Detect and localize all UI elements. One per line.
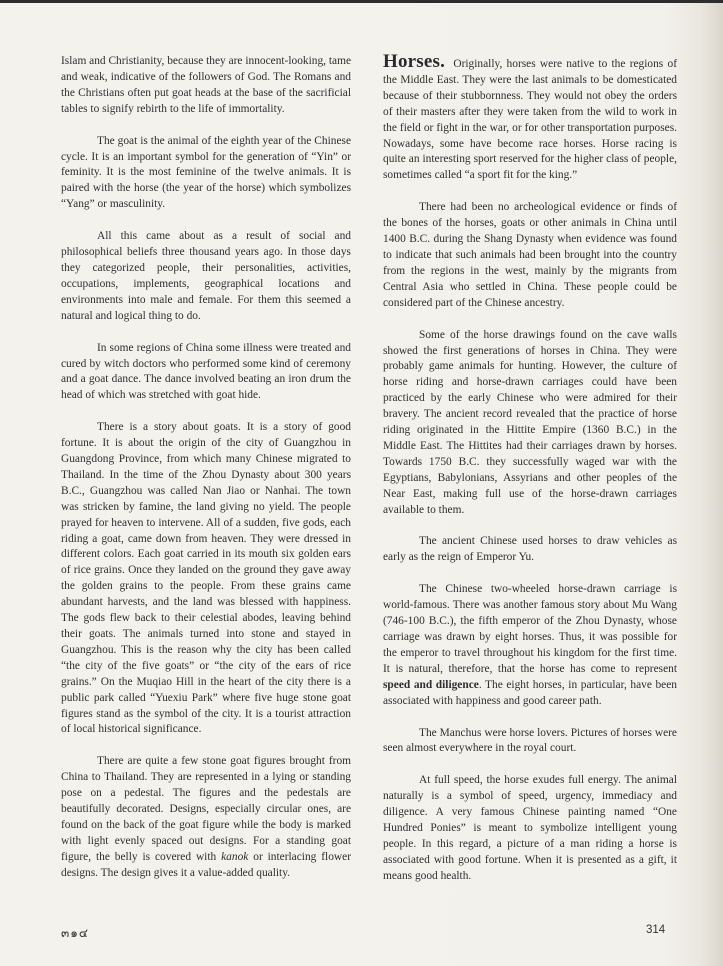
left-paragraph-3: All this came about as a result of social and philosophical beliefs three thousand years ago. In those days they categorized people, their personalities, activities, occupations, implements, geographical locations and environments into male and female. For them this seemed a natural and logical thing to do.	[61, 230, 351, 322]
section-heading-horses: Horses.	[383, 51, 446, 72]
right-paragraph-3: Some of the horse drawings found on the cave walls showed the first generations of horses in China. They were probably game animals for hunting. However, the culture of horse riding and horse-drawn carriages could have been practiced by the early Chinese who were admired for their bravery. The ancient record revealed that the practice of horse riding originated in the Hittite Empire (1360 B.C.) in the Middle East. The Hittites had their carriages drawn by horses. Towards 1750 B.C. they successfully waged war with the Egyptians, Babylonians, Assyrians and other peoples of the Near East, making full use of the horse-drawn carriages available to them.	[383, 328, 677, 516]
right-paragraph-4: The ancient Chinese used horses to draw vehicles as early as the reign of Emperor Yu.	[383, 535, 677, 564]
right-paragraph-5-text-b: . The eight horses, in particular, have been associated with happiness and good career path.	[383, 678, 677, 707]
left-paragraph-4: In some regions of China some illness were treated and cured by witch doctors who performed some kind of ceremony and a goat dance. The dance involved beating an iron drum the head of which was stretched with goat hide.	[61, 341, 351, 402]
left-column	[61, 54, 351, 898]
left-paragraph-5: There is a story about goats. It is a story of good fortune. It is about the origin of the city of Guangzhou in Guangdong Province, from which many Chinese migrated to Thailand. In the time of the Zhou Dynasty about 300 years B.C., Guangzhou was called Nan Jiao or Nanhai. The town was stricken by famine, the land giving no yield. The people prayed for heaven to intervene. All of a sudden, five gods, each riding a goat, came down from heaven. They were dressed in different colors. Each goat carried in its mouth six golden ears of rice grains. Once they landed on the ground they gave away the golden grains to the people. From these grains came abundant harvests, and the land was blessed with happiness. The gods flew back to their celestial abodes, leaving behind their goats. The animals turned into stone and stayed in Guangzhou. This is the reason why the city has been called “the city of the five goats” or “the city of the ears of rice grains.” On the Muqiao Hill in the heart of the city there is a public park called “Yuexiu Park” where five huge stone goat figures stand as the symbol of the city. It is a tourist attraction of local historical significance.	[61, 421, 351, 736]
left-paragraph-6-text-b: or interlacing flower designs. The design gives it a value-added quality.	[61, 850, 351, 879]
page-number: 314	[646, 924, 666, 936]
right-paragraph-2: There had been no archeological evidence or finds of the bones of the horses, goats or other animals in China until 1400 B.C. during the Shang Dynasty when evidence was found to indicate that such animals had been brought into the country from the regions in the west, mainly by the migrants from Central Asia who settled in China. These people could be considered part of the Chinese ancestry.	[383, 201, 677, 309]
thai-page-number: ๓๑๔	[61, 926, 89, 940]
right-paragraph-1-text: Originally, horses were native to the regions of the Middle East. They were the last animals to be domesticated because of their stubbornness. They would not obey the orders of their masters after they were taken from the wild to work in the field or fight in the war, or for other transportation purposes. Nowadays, some have become race horses. Horse racing is quite an interesting sport reserved for the higher class of people, sometimes called “a sport fit for the king.”	[383, 58, 677, 182]
page-top-edge	[0, 0, 723, 3]
left-paragraph-2: The goat is the animal of the eighth year of the Chinese cycle. It is an important symbol for the generation of “Yin” or feminity. It is the most feminine of the twelve animals. It is paired with the horse (the year of the horse) which symbolizes “Yang” or masculinity.	[61, 134, 351, 211]
left-paragraph-1: Islam and Christianity, because they are innocent-looking, tame and weak, indicative of the followers of God. The Romans and the Christians often put goat heads at the base of the sacrificial tables to signify rebirth to the life of immortality.	[61, 55, 351, 115]
left-paragraph-6	[61, 754, 351, 881]
right-paragraph-5-text-a: The Chinese two-wheeled horse-drawn carriage is world-famous. There was another famous story about Mu Wang (746-100 B.C.), the fifth emperor of the Zhou Dynasty, whose carriage was drawn by eight horses. Thus, it was possible for the emperor to travel throughout his kingdom for the first time. It is natural, therefore, that the horse has come to represent	[383, 583, 677, 675]
right-paragraph-1	[383, 51, 677, 184]
right-paragraph-7: At full speed, the horse exudes full energy. The animal naturally is a symbol of speed, urgency, immediacy and diligence. A very famous Chinese painting named “One Hundred Ponies” is meant to symbolize intelligent young people. In this regard, a picture of a man riding a horse is associated with good fortune. When it is presented as a gift, it means good health.	[383, 774, 677, 882]
right-column	[383, 51, 677, 901]
left-paragraph-6-text-a: There are quite a few stone goat figures brought from China to Thailand. They are represented in a lying or standing pose on a pedestal. The figures and the pedestals are beautifully decorated. Designs, especially circular ones, are found on the back of the goat figure while the body is marked with light evenly spaced out designs. For a standing goat figure, the belly is covered with	[61, 755, 351, 863]
speed-diligence-highlight: speed and diligence	[383, 678, 479, 691]
kanok-term: kanok	[221, 850, 249, 863]
right-paragraph-6: The Manchus were horse lovers. Pictures of horses were seen almost everywhere in the royal court.	[383, 726, 677, 755]
right-paragraph-5	[383, 582, 677, 709]
